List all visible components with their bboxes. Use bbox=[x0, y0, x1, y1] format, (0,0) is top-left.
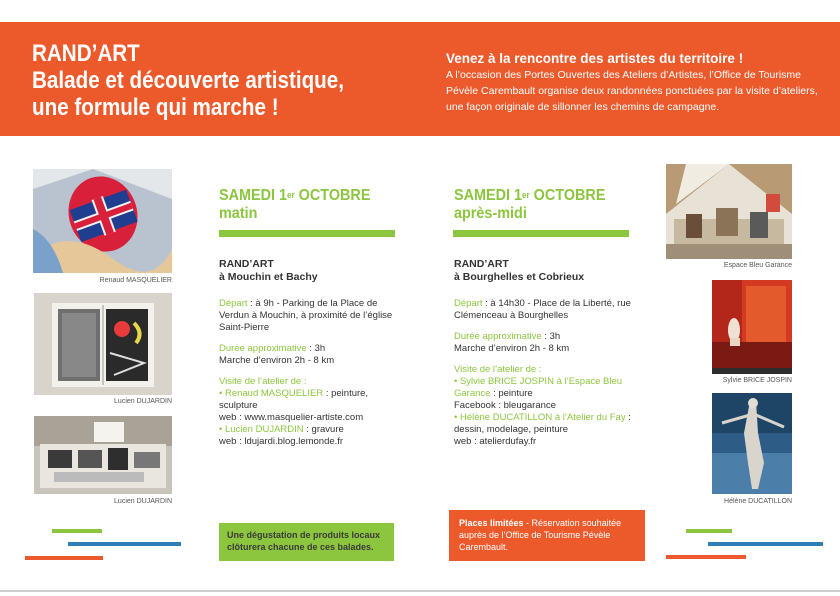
afternoon-depart bbox=[454, 298, 634, 322]
afternoon-artist2-web: web : atelierdufay.fr bbox=[454, 436, 537, 447]
morning-date-suffix: OCTOBRE bbox=[294, 187, 371, 204]
afternoon-visite-label: Visite de l’atelier de : bbox=[454, 364, 542, 375]
morning-depart-text: : à 9h - Parking de la Place de Verdun à Mouchin, à proximité de l’église Saint-Pierre bbox=[219, 298, 393, 333]
morning-artist2 bbox=[219, 424, 399, 436]
morning-artist1-name: • Renaud MASQUELIER bbox=[219, 388, 324, 399]
afternoon-place: à Bourghelles et Cobrieux bbox=[454, 271, 585, 283]
afternoon-artist1 bbox=[454, 376, 634, 400]
header-banner bbox=[0, 22, 840, 136]
afternoon-details bbox=[454, 258, 634, 448]
banner-headline: Venez à la rencontre des artistes du territoire ! bbox=[446, 51, 744, 66]
reservation-note-bold: Places limitées bbox=[459, 518, 524, 528]
afternoon-artist2-desc: : dessin, modelage, peinture bbox=[454, 412, 631, 435]
deco-stripe-orange-right bbox=[666, 555, 746, 559]
morning-period: matin bbox=[219, 205, 258, 222]
afternoon-artist1-desc: : peinture bbox=[490, 388, 533, 399]
morning-artist2-web: web : ldujardi.blog.lemonde.fr bbox=[219, 436, 344, 447]
afternoon-date-suffix: OCTOBRE bbox=[529, 187, 606, 204]
morning-artist1-desc: : peinture, sculpture bbox=[219, 388, 369, 411]
afternoon-artist2 bbox=[454, 412, 634, 436]
morning-details bbox=[219, 258, 399, 448]
morning-duree-label: Durée approximative bbox=[219, 343, 307, 354]
afternoon-date-sup: er bbox=[522, 190, 530, 200]
afternoon-artist1-name: • Sylvie BRICE JOSPIN à l’Espace Bleu Garance bbox=[454, 376, 623, 399]
deco-stripe-blue-left bbox=[68, 542, 181, 546]
reservation-note-text: - Réservation souhaitée auprès de l’Office de Tourisme Pévèle Carembault. bbox=[459, 518, 622, 552]
photo-ducatillon bbox=[712, 393, 792, 494]
banner-title-line1: RAND’ART bbox=[32, 40, 140, 67]
afternoon-period: après-midi bbox=[454, 205, 527, 222]
caption-brice-jospin: Sylvie BRICE JOSPIN bbox=[722, 377, 792, 384]
caption-ducatillon: Hélène DUCATILLON bbox=[724, 498, 792, 505]
morning-artist1-web: web : www.masquelier-artiste.com bbox=[219, 412, 364, 423]
afternoon-depart-label: Départ bbox=[454, 298, 483, 309]
morning-date bbox=[219, 187, 370, 205]
afternoon-date-prefix: SAMEDI 1 bbox=[454, 187, 523, 204]
morning-date-prefix: SAMEDI 1 bbox=[219, 187, 288, 204]
afternoon-duree-value: : 3h bbox=[541, 331, 561, 342]
caption-bleu-garance: Espace Bleu Garance bbox=[723, 262, 792, 269]
deco-stripe-orange-left bbox=[25, 556, 103, 560]
morning-depart-label: Départ bbox=[219, 298, 248, 309]
afternoon-green-bar bbox=[453, 230, 629, 237]
banner-title-line2: Balade et découverte artistique, bbox=[32, 67, 345, 94]
morning-artist2-desc: : gravure bbox=[303, 424, 344, 435]
photo-dujardin-studio bbox=[34, 416, 172, 494]
afternoon-duree bbox=[454, 331, 634, 343]
afternoon-duree-label: Durée approximative bbox=[454, 331, 542, 342]
caption-dujardin-2: Lucien DUJARDIN bbox=[114, 498, 172, 505]
afternoon-date bbox=[454, 187, 605, 205]
morning-place: à Mouchin et Bachy bbox=[219, 271, 318, 283]
photo-brice-jospin bbox=[712, 280, 792, 374]
reservation-note bbox=[449, 510, 645, 561]
caption-dujardin-1: Lucien DUJARDIN bbox=[114, 398, 172, 405]
morning-marche: Marche d’environ 2h - 8 km bbox=[219, 355, 335, 366]
morning-green-bar bbox=[219, 230, 395, 237]
morning-heading bbox=[219, 187, 370, 223]
photo-masquelier bbox=[33, 169, 172, 273]
banner-intro bbox=[446, 50, 826, 115]
caption-masquelier: Renaud MASQUELIER bbox=[99, 277, 172, 284]
deco-stripe-green-left bbox=[52, 529, 102, 533]
morning-visite-label: Visite de l’atelier de : bbox=[219, 376, 307, 387]
bottom-divider bbox=[0, 590, 840, 592]
tasting-note: Une dégustation de produits locaux clôturera chacune de ces balades. bbox=[219, 523, 394, 561]
photo-espace-bleu-garance bbox=[666, 164, 792, 259]
morning-name: RAND’ART bbox=[219, 258, 274, 270]
deco-stripe-green-right bbox=[686, 529, 732, 533]
afternoon-name: RAND’ART bbox=[454, 258, 509, 270]
afternoon-artist1-web: Facebook : bleugarance bbox=[454, 400, 556, 411]
morning-date-sup: er bbox=[287, 190, 295, 200]
banner-title-line3: une formule qui marche ! bbox=[32, 94, 279, 121]
afternoon-artist2-name: • Hélène DUCATILLON à l’Atelier du Fay bbox=[454, 412, 626, 423]
afternoon-heading bbox=[454, 187, 605, 223]
morning-duree-value: : 3h bbox=[306, 343, 326, 354]
afternoon-marche: Marche d’environ 2h - 8 km bbox=[454, 343, 570, 354]
deco-stripe-blue-right bbox=[708, 542, 823, 546]
banner-text: A l’occasion des Portes Ouvertes des Ateliers d’Artistes, l’Office de Tourisme Pévèle Carembault organise deux randonnées ponctuées par la visite d’ateliers, une façon originale de sillonner les chemins de campagne. bbox=[446, 69, 818, 113]
banner-title bbox=[32, 40, 345, 121]
morning-artist2-name: • Lucien DUJARDIN bbox=[219, 424, 304, 435]
morning-duree bbox=[219, 343, 399, 355]
morning-artist1 bbox=[219, 388, 399, 412]
photo-dujardin-book bbox=[34, 293, 172, 395]
morning-depart bbox=[219, 298, 399, 334]
afternoon-depart-text: : à 14h30 - Place de la Liberté, rue Clémenceau à Bourghelles bbox=[454, 298, 631, 321]
